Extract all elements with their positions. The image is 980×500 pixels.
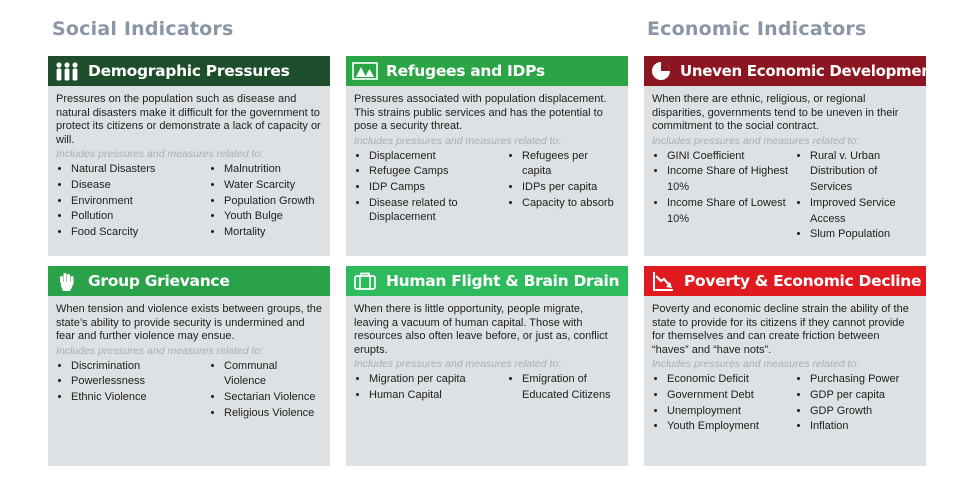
measures-list [354,372,507,404]
includes-label: Includes pressures and measures related to: [56,344,264,357]
list-item: • Powerlessness [71,374,209,390]
list-item: • Communal Violence [224,359,322,391]
list-item: • IDP Camps [369,180,507,196]
includes-label: Includes pressures and measures related to: [652,358,860,370]
list-item: • Mortality [224,225,322,241]
list-item: • Purchasing Power [810,372,918,388]
list-item: • Slum Population [810,227,918,243]
list-item: • Capacity to absorb [522,196,620,212]
list-item: • Disease related to Displacement [369,196,507,224]
card-header [346,56,628,86]
measures-list [652,372,795,435]
list-item: • IDPs per capita [522,180,620,196]
list-item: • Refugees per capita [522,149,620,181]
refugees-idps-card [346,56,628,256]
card-description: Pressures on the population such as disease and natural disasters make it difficult for the government to protect its citizens or demonstrate a lack of capacity or will. [56,93,321,146]
list-item: • Pollution [71,209,209,225]
social-indicators-title: Social Indicators [52,18,234,40]
card-header [644,266,926,296]
list-item: • Youth Bulge [224,209,322,225]
list-item: • Water Scarcity [224,178,322,194]
includes-label: Includes pressures and measures related to: [652,134,860,147]
list-item: • Economic Deficit [667,372,795,388]
measures-list [56,162,209,241]
group-grievance-card [48,266,330,466]
human-flight-brain-drain-card [346,266,628,466]
includes-label: Includes pressures and measures related to: [354,358,562,370]
list-item: • Rural v. Urban Distribution of Services [810,149,918,196]
list-item: • Sectarian Violence [224,390,322,406]
measures-list [56,359,209,422]
measures-list [209,359,322,422]
raised-fist-icon [54,270,80,292]
list-item: • Refugee Camps [369,164,507,180]
list-item: • Improved Service Access [810,196,918,228]
list-item: • Youth Employment [667,419,795,435]
list-item: • Migration per capita [369,372,507,388]
card-title: Refugees and IDPs [386,62,545,80]
list-item: • Income Share of Lowest 10% [667,196,795,228]
card-header [48,56,330,86]
pie-chart-icon [650,60,672,82]
people-icon [54,60,80,82]
measures-list [652,149,795,244]
list-item: • Government Debt [667,388,795,404]
list-item: • Emigration of Educated Citizens [522,372,620,404]
economic-indicators-title: Economic Indicators [647,18,867,40]
card-header [48,266,330,296]
measures-list [795,372,918,435]
card-description: When there are ethnic, religious, or regional disparities, governments tend to be uneven in their commitment to the social contract. [652,93,899,132]
measures-list [209,162,322,241]
card-description: When there is little opportunity, people migrate, leaving a vacuum of human capital. Those with resources also often leave before, or just as, conflict erupts. [354,303,608,356]
list-item: • Income Share of Highest 10% [667,164,795,196]
card-description: Pressures associated with population displacement. This strains public services and has the potential to pose a security threat. [354,93,607,132]
demographic-pressures-card [48,56,330,256]
list-item: • Malnutrition [224,162,322,178]
card-title: Poverty & Economic Decline [684,272,922,290]
measures-list [507,372,620,404]
card-title: Uneven Economic Development [680,62,939,80]
list-item: • Inflation [810,419,918,435]
card-title: Demographic Pressures [88,62,290,80]
list-item: • Ethnic Violence [71,390,209,406]
card-header [346,266,628,296]
card-description: When tension and violence exists between groups, the state’s ability to provide security is undermined and fear and further violence may ensue. [56,303,322,342]
list-item: • Displacement [369,149,507,165]
poverty-economic-decline-card [644,266,926,466]
measures-list [507,149,620,224]
list-item: • Discrimination [71,359,209,375]
list-item: • Environment [71,194,209,210]
suitcase-icon [352,270,378,292]
tents-icon [352,60,378,82]
card-description: Poverty and economic decline strain the ability of the state to provide for its citizens if they cannot provide for themselves and can create friction between “haves” and “have nots”. [652,303,909,356]
list-item: • GDP Growth [810,404,918,420]
card-title: Group Grievance [88,272,230,290]
card-header [644,56,939,86]
list-item: • GINI Coefficient [667,149,795,165]
includes-label: Includes pressures and measures related to: [56,148,264,160]
list-item: • Natural Disasters [71,162,209,178]
uneven-economic-development-card [644,56,939,256]
list-item: • GDP per capita [810,388,918,404]
includes-label: Includes pressures and measures related to: [354,134,562,147]
list-item: • Population Growth [224,194,322,210]
list-item: • Religious Violence [224,406,322,422]
measures-list [354,149,507,224]
measures-list [795,149,918,244]
declining-chart-icon [650,270,676,292]
list-item: • Disease [71,178,209,194]
list-item: • Unemployment [667,404,795,420]
list-item: • Human Capital [369,388,507,404]
list-item: • Food Scarcity [71,225,209,241]
card-title: Human Flight & Brain Drain [386,272,620,290]
